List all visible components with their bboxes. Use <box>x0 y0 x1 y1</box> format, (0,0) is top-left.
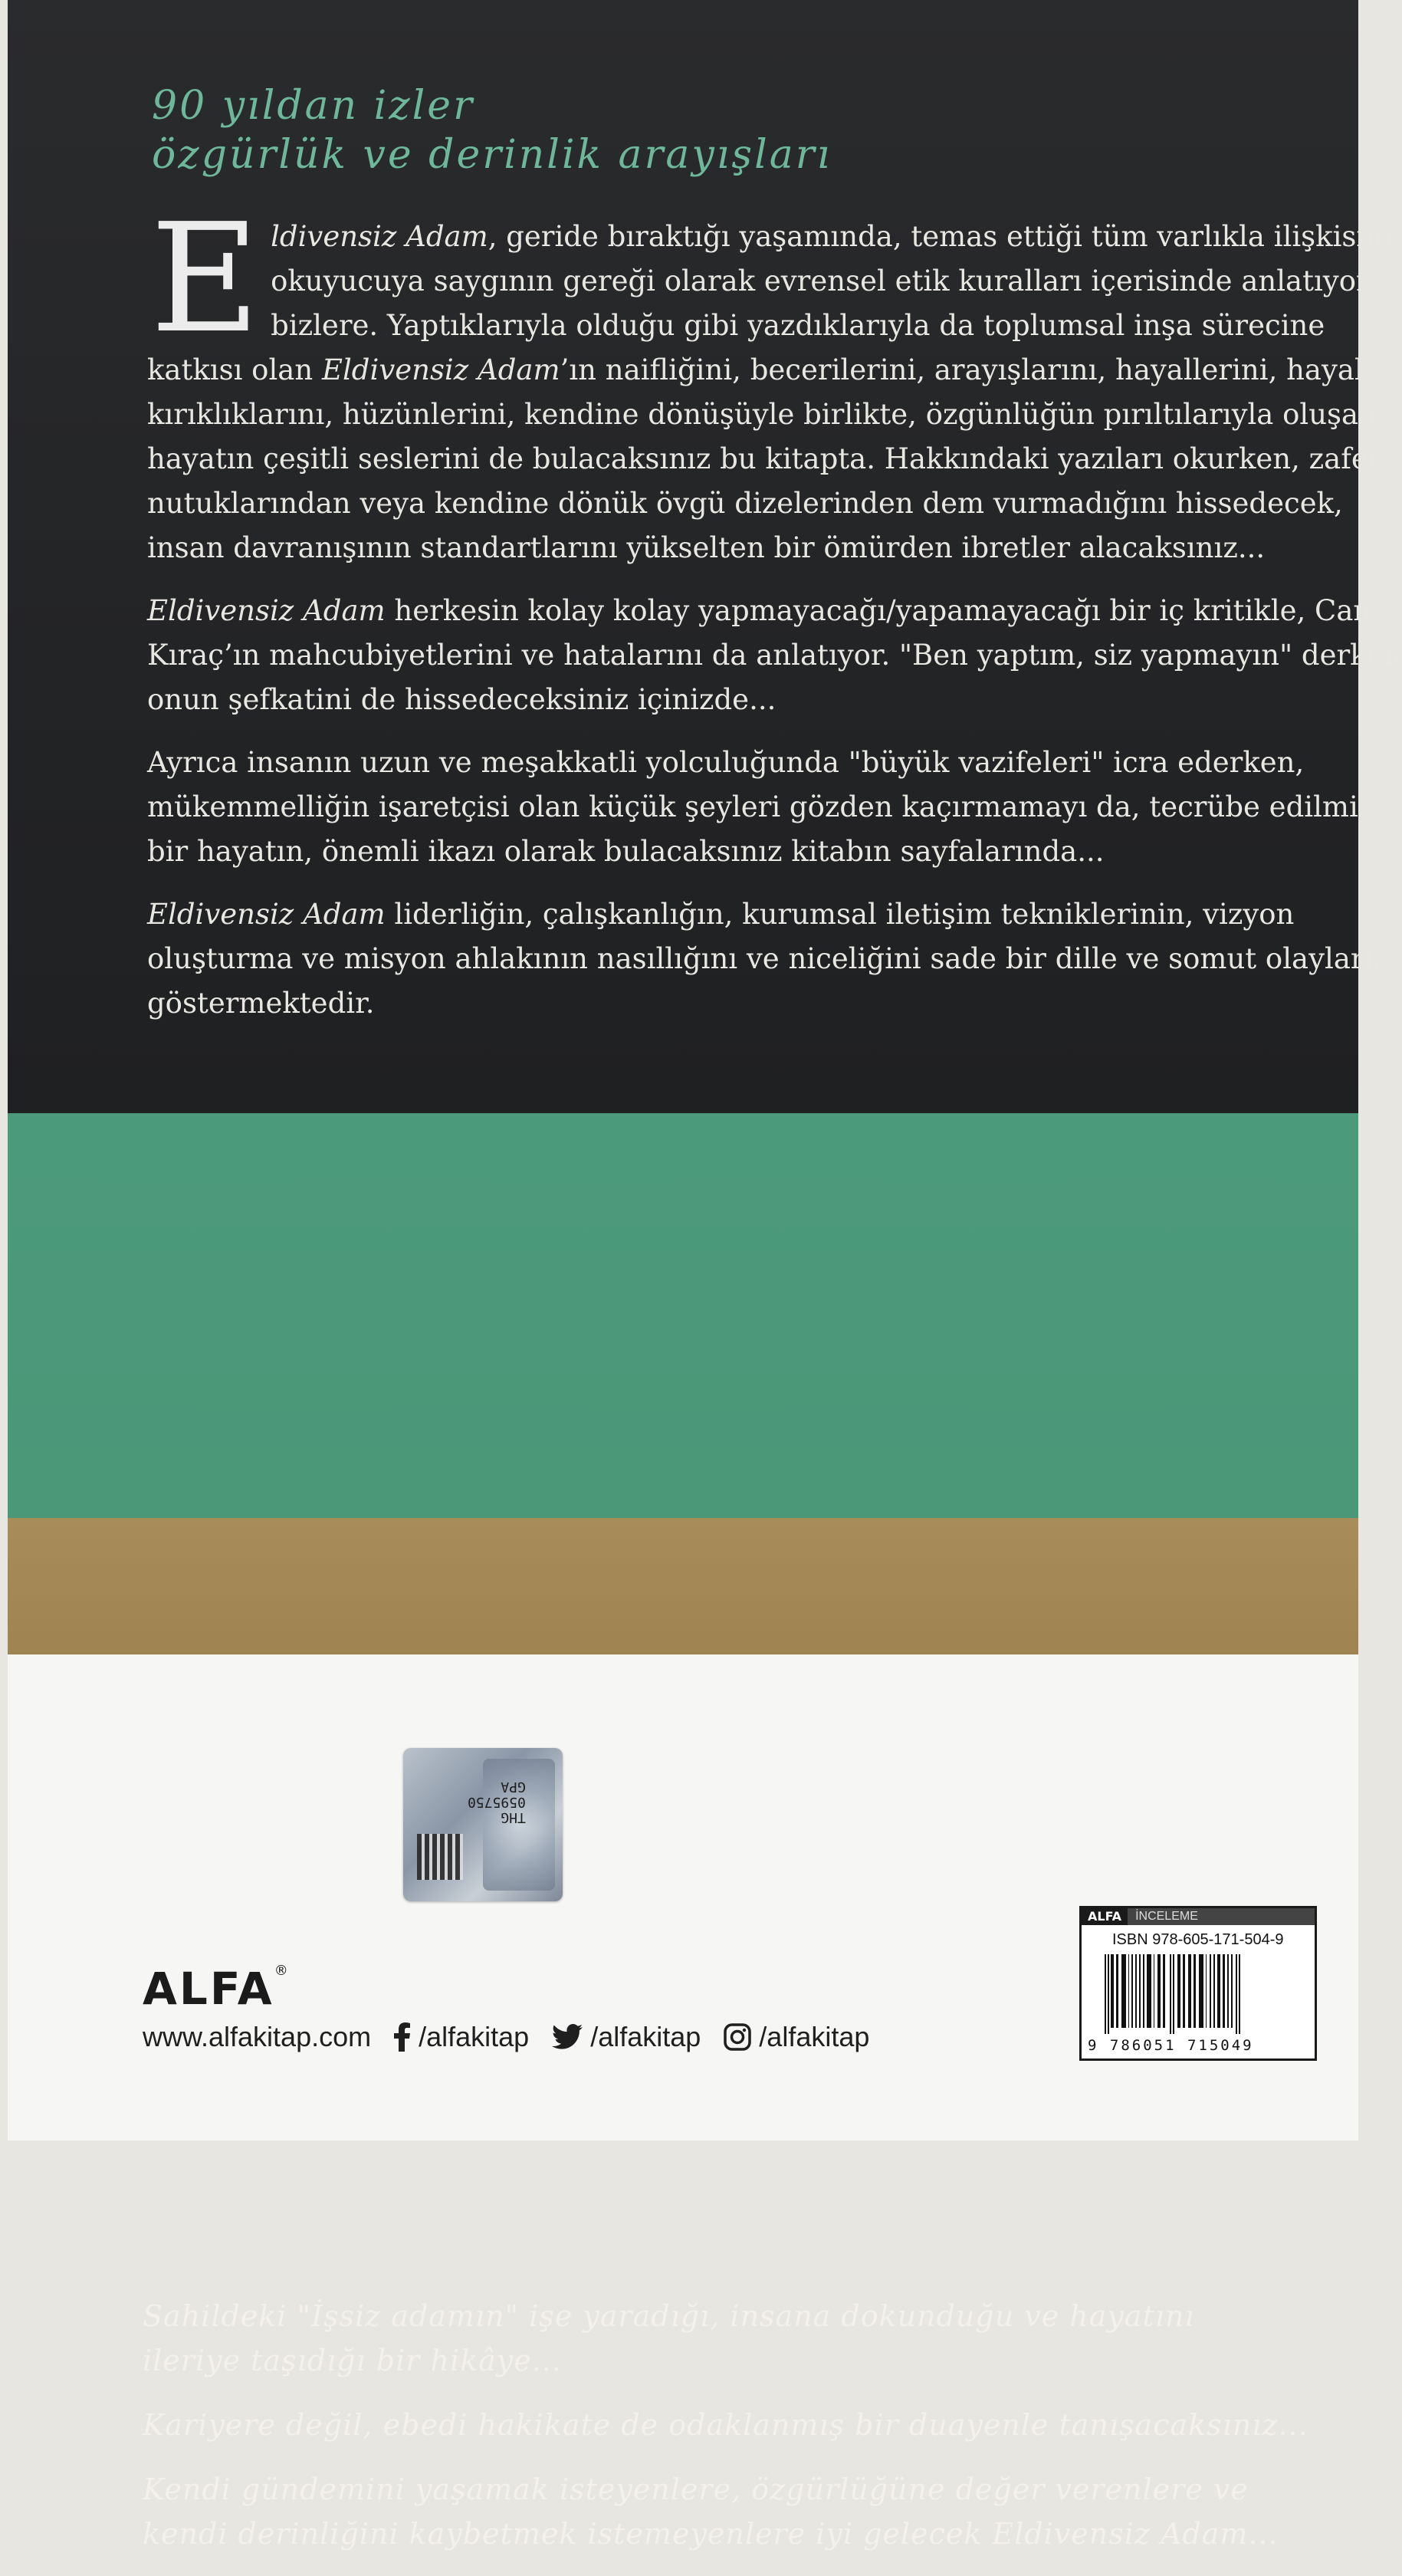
tagline-line: ileriye taşıdığı bir hikâye... <box>143 2344 562 2377</box>
blurb-text: okuyucuya saygının gereği olarak evrensel etik kuralları içerisinde anlatıyor <box>271 264 1370 297</box>
blurb-line <box>147 981 1297 1026</box>
isbn-category: İNCELEME <box>1128 1908 1315 1925</box>
facebook-icon <box>394 2022 411 2052</box>
blurb-line <box>147 259 1370 304</box>
barcode-bar <box>1213 1954 1215 2028</box>
barcode-bar <box>1135 1954 1137 2028</box>
drop-cap: E <box>150 192 261 366</box>
barcode-bar <box>1128 1954 1129 2028</box>
instagram-icon <box>724 2023 751 2051</box>
blurb-text: kırıklıklarını, hüzünlerini, kendine dönüşüyle birlikte, özgünlüğün pırıltılarıyla oluşan <box>147 398 1377 431</box>
barcode-bar <box>1206 1954 1207 2028</box>
tagline-paragraph-1 <box>143 2294 1292 2383</box>
blurb-text: onun şefkatini de hissedeceksiniz içinizde... <box>147 683 777 716</box>
barcode-bar <box>1157 1954 1161 2028</box>
blurb-text: bizlere. Yaptıklarıyla olduğu gibi yazdıklarıyla da toplumsal inşa sürecine <box>271 309 1325 342</box>
barcode-bar <box>1236 1954 1237 2034</box>
publisher-logo-text: ALFA <box>143 1963 274 2015</box>
barcode-bar <box>1194 1954 1196 2028</box>
barcode-bar <box>1111 1954 1114 2028</box>
gold-band <box>8 1518 1358 1654</box>
isbn-box <box>1079 1906 1317 2061</box>
tagline-line: Sahildeki "İşsiz adamın" işe yaradığı, insana dokunduğu ve hayatını <box>143 2299 1195 2333</box>
barcode-bar <box>1147 1954 1151 2028</box>
barcode-bar <box>1173 1954 1174 2034</box>
blurb-line <box>147 215 1393 259</box>
blurb-text: liderliğin, çalışkanlığın, kurumsal iletişim tekniklerinin, vizyon <box>385 898 1295 931</box>
blurb-text: ’ın naifliğini, becerilerini, arayışlarını, hayallerini, hayal <box>560 353 1364 386</box>
registered-mark: ® <box>274 1963 288 1979</box>
isbn-number: ISBN 978-605-171-504-9 <box>1112 1931 1284 1948</box>
barcode-bar <box>1121 1954 1126 2028</box>
blurb-paragraph-2 <box>147 589 1402 722</box>
blurb-line <box>147 526 1297 570</box>
blurb-line <box>147 348 1364 393</box>
barcode-bar <box>1183 1954 1185 2028</box>
blurb-text: Ayrıca insanın uzun ve meşakkatli yolculuğunda "büyük vazifeleri" icra ederken, <box>147 746 1305 779</box>
twitter-link[interactable] <box>552 2021 701 2053</box>
tagline-line: Kendi gündemini yaşamak isteyenlere, özgürlüğüne değer verenlere ve <box>143 2472 1249 2506</box>
blurb-text: insan davranışının standartlarını yükselten bir ömürden ibretler alacaksınız... <box>147 531 1266 564</box>
hologram-sticker <box>403 1748 563 1901</box>
blurb-line <box>147 830 1297 874</box>
book-back-cover <box>8 0 1402 2551</box>
blurb-line <box>147 678 1297 722</box>
blurb-line <box>147 892 1297 937</box>
instagram-link[interactable] <box>724 2021 869 2053</box>
facebook-link[interactable] <box>394 2021 529 2053</box>
tagline-line: kendi derinliğini kaybetmek istemeyenlere iyi gelecek Eldivensiz Adam... <box>143 2517 1279 2551</box>
barcode-bar <box>1239 1954 1240 2034</box>
website-text[interactable]: www.alfakitap.com <box>143 2021 372 2052</box>
barcode-bar <box>1170 1954 1171 2034</box>
blurb-text: oluşturma ve misyon ahlakının nasıllığını ve niceliğini sade bir dille ve somut olaylarla <box>147 942 1391 975</box>
barcode-bar <box>1116 1954 1118 2028</box>
blurb <box>147 192 1402 1044</box>
blurb-text: herkesin kolay kolay yapmayacağı/yapamayacağı bir iç kritikle, Can <box>385 594 1372 627</box>
tagline-line: Kariyere değil, ebedi hakikate de odaklanmış bir duayenle tanışacaksınız... <box>143 2408 1308 2442</box>
barcode-bar <box>1143 1954 1144 2028</box>
heading-line-1: 90 yıldan izler <box>152 83 474 129</box>
publisher-links <box>143 2021 892 2053</box>
book-title-italic: Eldivensiz Adam <box>321 353 560 386</box>
barcode-bar <box>1139 1954 1141 2028</box>
blurb-line <box>147 304 1325 348</box>
barcode-bar <box>1177 1954 1180 2028</box>
barcode-bar <box>1227 1954 1229 2028</box>
cover-heading <box>152 81 832 179</box>
qr-code-icon <box>417 1834 463 1880</box>
isbn-header <box>1082 1908 1315 1925</box>
barcode-bar <box>1163 1954 1165 2028</box>
blurb-text: bir hayatın, önemli ikazı olarak bulacaksınız kitabın sayfalarında... <box>147 835 1105 868</box>
blurb-line <box>147 393 1377 437</box>
barcode-bar <box>1108 1954 1109 2034</box>
twitter-icon <box>552 2024 583 2050</box>
blurb-line <box>147 633 1402 678</box>
tagline-paragraph-2 <box>143 2403 1308 2447</box>
dark-band <box>8 0 1402 1113</box>
barcode-bar <box>1199 1954 1203 2028</box>
blurb-line <box>147 741 1305 785</box>
blurb-text: nutuklarından veya kendine dönük övgü dizelerinden dem vurmadığını hissedecek, <box>147 487 1343 520</box>
blurb-line <box>147 589 1372 633</box>
barcode <box>1102 1954 1295 2036</box>
blurb-line <box>147 937 1391 981</box>
twitter-handle[interactable]: /alfakitap <box>590 2021 701 2052</box>
facebook-handle[interactable]: /alfakitap <box>419 2021 530 2052</box>
book-title-italic: Eldivensiz Adam <box>147 898 386 931</box>
white-band <box>8 1654 1358 2141</box>
blurb-paragraph-1 <box>147 192 1393 570</box>
barcode-bar <box>1231 1954 1233 2028</box>
blurb-text: göstermektedir. <box>147 987 375 1020</box>
instagram-handle[interactable]: /alfakitap <box>759 2021 870 2052</box>
barcode-bar <box>1131 1954 1133 2028</box>
blurb-text: Kıraç’ın mahcubiyetlerini ve hatalarını da anlatıyor. "Ben yaptım, siz yapmayın" derken <box>147 639 1402 672</box>
book-title-italic: ldivensiz Adam <box>271 220 488 253</box>
barcode-bar <box>1188 1954 1191 2028</box>
blurb-text: , geride bıraktığı yaşamında, temas ettiği tüm varlıkla ilişkisini <box>488 220 1393 253</box>
isbn-brand: ALFA <box>1082 1908 1128 1925</box>
barcode-bar <box>1223 1954 1225 2028</box>
publisher-logo <box>143 1963 288 2015</box>
blurb-text: hayatın çeşitli seslerini de bulacaksınız bu kitapta. Hakkındaki yazıları okurken, zafer <box>147 442 1382 475</box>
barcode-bar <box>1210 1954 1211 2028</box>
website-link[interactable] <box>143 2021 371 2053</box>
barcode-bar <box>1105 1954 1106 2034</box>
blurb-line <box>147 481 1343 526</box>
barcode-bar <box>1217 1954 1220 2028</box>
blurb-paragraph-4 <box>147 892 1391 1026</box>
blurb-text: katkısı olan <box>147 353 322 386</box>
tagline-paragraph-3 <box>143 2467 1292 2556</box>
blurb-line <box>147 785 1373 830</box>
tagline-block <box>143 2294 1308 2576</box>
heading-line-2: özgürlük ve derinlik arayışları <box>152 132 832 178</box>
sticker-code: THG 0595750 GPA <box>468 1779 526 1825</box>
blurb-text: mükemmelliğin işaretçisi olan küçük şeyleri gözden kaçırmamayı da, tecrübe edilmiş <box>147 790 1373 823</box>
book-title-italic: Eldivensiz Adam <box>147 594 386 627</box>
barcode-digits: 9 786051 715049 <box>1088 2037 1254 2054</box>
blurb-paragraph-3 <box>147 741 1373 874</box>
blurb-line <box>147 437 1382 481</box>
